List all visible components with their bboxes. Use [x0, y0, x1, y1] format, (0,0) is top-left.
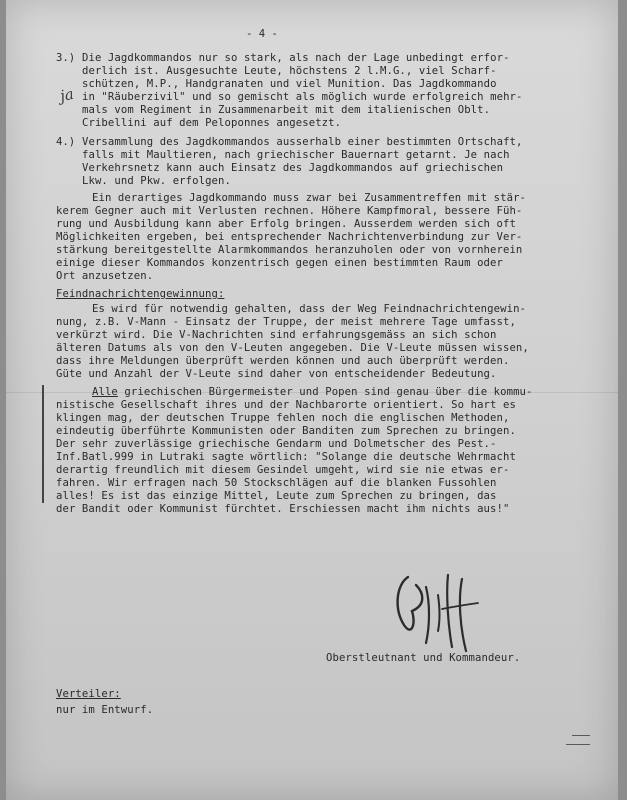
margin-pen-line [42, 385, 44, 503]
section-heading: Feindnachrichtengewinnung: [56, 288, 225, 300]
item-4-line: Lkw. und Pkw. erfolgen. [82, 175, 231, 187]
paragraph-line: Inf.Batl.999 in Lutraki sagte wörtlich: "Solange die deutsche Wehrmacht [56, 451, 516, 463]
item-3-number: 3.) [56, 52, 76, 64]
paragraph-line: alles! Es ist das einzige Mittel, Leute zum Sprechen zu bringen, das [56, 490, 497, 502]
item-3-line: Die Jagdkommandos nur so stark, als nach der Lage unbedingt erfor- [82, 52, 510, 64]
paragraph-line-rest: griechischen Bürgermeister und Popen sind genau über die kommu- [117, 386, 533, 398]
margin-mark [566, 744, 590, 745]
paragraph-line: nistische Gesellschaft ihres und der Nachbarorte orientiert. So hart es [56, 399, 516, 411]
paragraph-line: Güte und Anzahl der V-Leute sind daher von entscheidender Bedeutung. [56, 368, 497, 380]
signature-image [386, 565, 496, 655]
paragraph-line: eindeutig überführte Kommunisten oder Banditen zum Sprechen zu bringen. [56, 425, 516, 437]
item-3-line: in "Räuberzivil" und so gemischt als möglich wurde erfolgreich mehr- [82, 91, 523, 103]
paragraph-line: Ort anzusetzen. [56, 270, 154, 282]
paragraph-line: stärkung bereitgestellte Alarmkommandos heranzuholen oder von vornherein [56, 244, 523, 256]
paragraph-line: älteren Datums als von den V-Leuten angegeben. Die V-Leute müssen wissen, [56, 342, 529, 354]
distribution-heading: Verteiler: [56, 688, 121, 700]
paragraph-line: verkürzt wird. Die V-Nachrichten sind erfahrungsgemäss an sich schon [56, 329, 497, 341]
margin-note: ja [58, 84, 76, 106]
paragraph-line: klingen mag, der deutschen Truppe fehlen noch die englischen Methoden, [56, 412, 510, 424]
paragraph-line: fahren. Wir erfragen nach 50 Stockschlägen auf die blanken Fussohlen [56, 477, 497, 489]
paragraph-line: einige dieser Kommandos konzentrisch gegen einen bestimmten Raum oder [56, 257, 503, 269]
paragraph-line: dass ihre Meldungen überprüft werden können und auch überprüft werden. [56, 355, 510, 367]
paragraph-line: der Bandit oder Kommunist fürchtet. Erschiessen macht ihm nichts aus!" [56, 503, 510, 515]
item-4-number: 4.) [56, 136, 76, 148]
paragraph-line: Es wird für notwendig gehalten, dass der Weg Feindnachrichtengewin- [92, 303, 527, 315]
item-3-line: Cribellini auf dem Peloponnes angesetzt. [82, 117, 342, 129]
item-3-line: derlich ist. Ausgesuchte Leute, höchstens 2 l.M.G., viel Scharf- [82, 65, 497, 77]
paragraph-line [92, 386, 533, 399]
paragraph-line: Ein derartiges Jagdkommando muss zwar bei Zusammentreffen mit stär- [92, 192, 527, 204]
paragraph-line: derartig freundlich mit diesem Gesindel umgeht, wird sie nie etwas er- [56, 464, 510, 476]
paragraph-line: nung, z.B. V-Mann - Einsatz der Truppe, der meist mehrere Tage umfasst, [56, 316, 516, 328]
item-4-line: falls mit Maultieren, nach griechischer Bauernart getarnt. Je nach [82, 149, 510, 161]
document-page [6, 0, 618, 800]
distribution-line: nur im Entwurf. [56, 704, 154, 716]
signature-title: Oberstleutnant und Kommandeur. [326, 652, 521, 664]
item-3-line: schützen, M.P., Handgranaten und viel Munition. Das Jagdkommando [82, 78, 497, 90]
item-3-line: mals vom Regiment in Zusammenarbeit mit dem italienischen Oblt. [82, 104, 491, 116]
item-4-line: Verkehrsnetz kann auch Einsatz des Jagdkommandos auf griechischen [82, 162, 504, 174]
item-4-line: Versammlung des Jagdkommandos ausserhalb einer bestimmten Ortschaft, [82, 136, 523, 148]
paragraph-line: Möglichkeiten ergeben, bei entsprechender Nachrichtenverbindung zur Ver- [56, 231, 523, 243]
paragraph-line: kerem Gegner auch mit Verlusten rechnen. Höhere Kampfmoral, bessere Füh- [56, 205, 523, 217]
paragraph-line: Der sehr zuverlässige griechische Gendarm und Dolmetscher des Pest.- [56, 438, 497, 450]
margin-mark [572, 735, 590, 736]
paragraph-line: rung und Ausbildung kann aber Erfolg bringen. Ausserdem werden sich oft [56, 218, 516, 230]
emphasized-word: Alle [92, 386, 118, 398]
page-number: - 4 - [246, 28, 278, 40]
